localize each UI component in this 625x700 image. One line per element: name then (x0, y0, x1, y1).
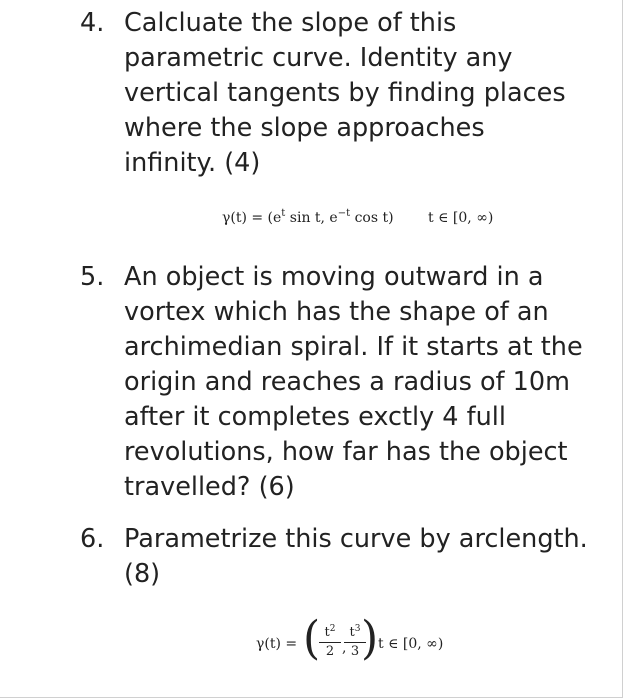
question-line: revolutions, how far has the object (124, 437, 568, 467)
formula-domain: t ∈ [0, ∞) (428, 210, 494, 226)
numerator-base: t (324, 625, 330, 640)
left-paren: ( (303, 611, 321, 666)
question-number: 4. (80, 8, 105, 38)
question-line: vertical tangents by finding places (124, 78, 566, 108)
question-text (124, 260, 594, 505)
right-paren: ) (361, 611, 379, 666)
question-line: vortex which has the shape of an (124, 297, 549, 327)
formula-lhs: γ(t) = (e (222, 210, 282, 226)
question-line: origin and reaches a radius of 10m (124, 367, 570, 397)
formula-domain: t ∈ [0, ∞) (378, 636, 444, 652)
question-line: infinity. (4) (124, 148, 261, 178)
formula-gamma-exp (222, 208, 493, 226)
formula-exponent: −t (337, 208, 351, 219)
numerator-base: t (349, 625, 355, 640)
question-line: archimedian spiral. If it starts at the (124, 332, 583, 362)
formula-exponent: t (281, 208, 286, 219)
question-number: 6. (80, 524, 105, 554)
question-line: parametric curve. Identity any (124, 43, 513, 73)
question-line: after it completes exctly 4 full (124, 402, 506, 432)
question-number: 5. (80, 262, 105, 292)
question-line: where the slope approaches (124, 113, 485, 143)
question-text (124, 6, 594, 181)
formula-end: cos t) (350, 210, 394, 226)
formula-middle: sin t, e (285, 210, 338, 226)
fraction-t2-over-2 (319, 620, 341, 661)
denominator: 3 (350, 644, 360, 659)
numerator (319, 620, 341, 643)
denominator: 2 (325, 644, 335, 659)
question-text (124, 522, 594, 592)
numerator-exponent: 3 (354, 624, 361, 634)
question-line: Calcluate the slope of this (124, 8, 457, 38)
formula-separator: , (342, 640, 347, 656)
numerator-exponent: 2 (329, 624, 336, 634)
question-line: travelled? (6) (124, 472, 295, 502)
formula-lhs: γ(t) = (256, 636, 298, 652)
question-line: (8) (124, 559, 161, 589)
question-line: An object is moving outward in a (124, 262, 544, 292)
question-line: Parametrize this curve by arclength. (124, 524, 588, 554)
